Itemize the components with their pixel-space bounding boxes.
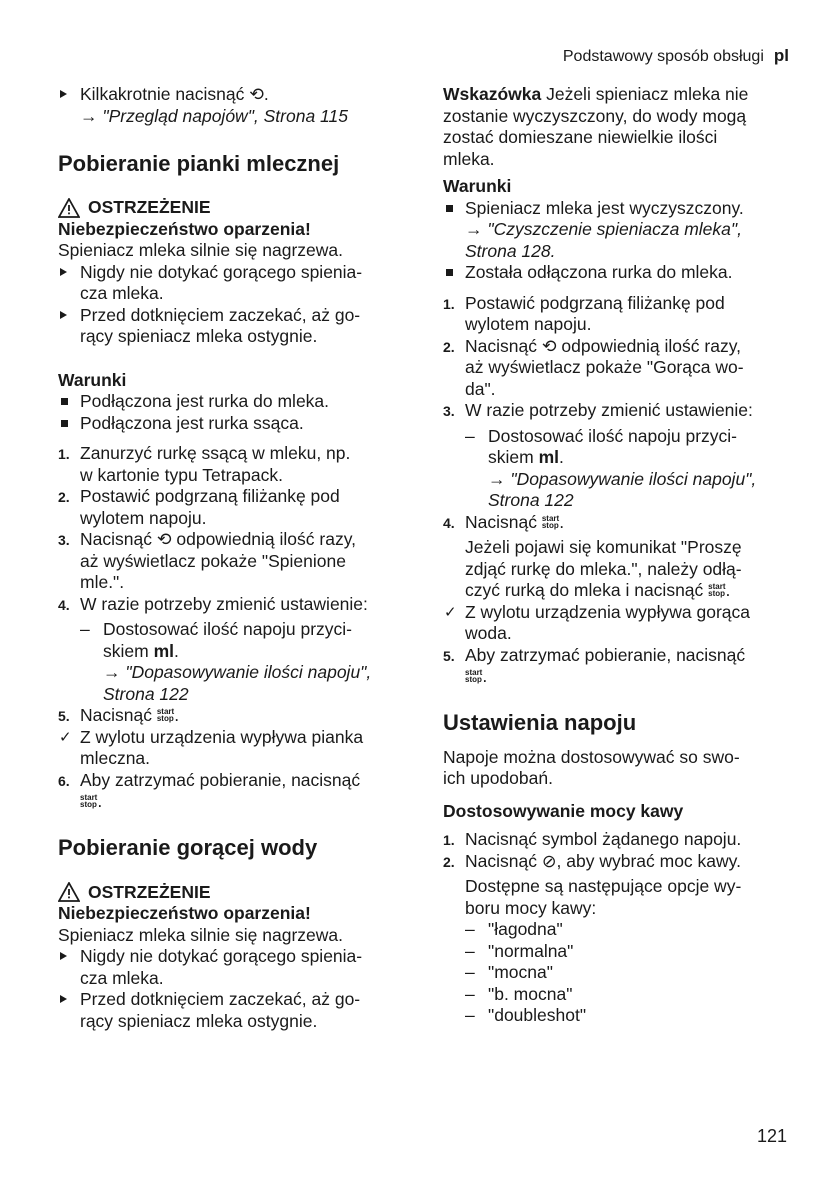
- warning-header: OSTRZEŻENIE: [58, 882, 398, 904]
- step-4: 4. Nacisnąć start stop.: [443, 511, 565, 532]
- ml-button-icon: ml: [153, 640, 174, 661]
- heading-milk-foam: Pobieranie pianki mlecznej: [58, 151, 340, 176]
- strength-options-intro: Dostępne są następujące opcje wy- boru mocy kawy:: [465, 876, 742, 918]
- strength-icon: ⊘: [541, 850, 557, 871]
- running-header: [563, 46, 789, 66]
- step-3: 3. Nacisnąć ⟲ odpowiednią ilość razy, aż wyświetlacz pokaże "Spienione mle.".: [58, 529, 357, 592]
- left-column: [58, 84, 398, 1032]
- page-number: 121: [756, 1126, 787, 1146]
- heading-hot-water: Pobieranie gorącej wody: [58, 834, 318, 860]
- settings-text: Napoje można dostosowywać so swo- ich upodobań.: [443, 746, 740, 788]
- strength-option: – "normalna": [465, 940, 574, 961]
- step-1: 1. Postawić podgrzaną filiżankę pod wylotem napoju.: [443, 292, 725, 334]
- warning-bullet: Nigdy nie dotykać gorącego spienia- cza mleka.: [58, 946, 398, 989]
- step-3-ref[interactable]: → "Dopasowywanie ilości napoju", Strona 122: [488, 468, 757, 510]
- step-2: 2. Nacisnąć ⟲ odpowiednią ilość razy, aż wyświetlacz pokaże "Gorąca wo- da".: [443, 335, 744, 399]
- step-6: 6. Aby zatrzymać pobieranie, nacisnąć start stop.: [58, 769, 361, 811]
- conditions-title: Warunki: [58, 369, 127, 390]
- start-stop-icon: start stop: [465, 668, 483, 684]
- warning-bullet: Przed dotknięciem zaczekać, aż go- rący spieniacz mleka ostygnie.: [58, 989, 398, 1032]
- strength-option: – "doubleshot": [465, 1005, 587, 1025]
- start-stop-icon: start stop: [80, 793, 98, 809]
- warning-bullet: Przed dotknięciem zaczekać, aż go- rący spieniacz mleka ostygnie.: [58, 305, 398, 348]
- header-section: Podstawowy sposób obsługi: [562, 48, 764, 65]
- step-3: 3. W razie potrzeby zmienić ustawienie:: [443, 400, 753, 420]
- step-4-sub: – Dostosować ilość napoju przyci- skiem ml. → "Dopasowywanie ilości napoju", Strona 122: [80, 619, 372, 704]
- conditions-title: Warunki: [443, 176, 512, 196]
- warning-icon: [58, 882, 80, 902]
- step-5: 5. Aby zatrzymać pobieranie, nacisnąć start stop.: [443, 644, 746, 686]
- warning-title: Niebezpieczeństwo oparzenia!: [58, 903, 311, 923]
- warning-text: Spieniacz mleka silnie się nagrzewa.: [58, 924, 343, 945]
- beverage-icon: ⟲: [541, 335, 557, 356]
- result: ✓ Z wylotu urządzenia wypływa gorąca woda.: [444, 601, 750, 643]
- right-column: [443, 84, 783, 1027]
- heading-beverage-settings: Ustawienia napoju: [443, 709, 637, 735]
- check-icon: ✓: [444, 603, 457, 621]
- warning-bullet: Nigdy nie dotykać gorącego spienia- cza mleka.: [58, 262, 398, 305]
- beverage-icon: ⟲: [249, 84, 264, 104]
- intro-step: Kilkakrotnie nacisnąć ⟲.: [58, 84, 398, 106]
- condition-item: Podłączona jest rurka do mleka.: [58, 391, 398, 413]
- start-stop-icon: start stop: [708, 582, 726, 598]
- step-1: 1. Nacisnąć symbol żądanego napoju.: [443, 829, 742, 849]
- warning-header: OSTRZEŻENIE: [58, 197, 398, 219]
- step-1: 1. Zanurzyć rurkę ssącą w mleku, np. w kartonie typu Tetrapack.: [58, 443, 351, 485]
- warning-title: Niebezpieczeństwo oparzenia!: [58, 218, 311, 239]
- cleaning-ref[interactable]: → "Czyszczenie spieniacza mleka", Strona 128.: [465, 219, 742, 261]
- start-stop-icon: start stop: [541, 513, 560, 530]
- start-stop-icon: start stop: [156, 707, 175, 723]
- check-icon: ✓: [59, 728, 72, 746]
- strength-option: – "mocna": [465, 962, 553, 982]
- ml-button-icon: ml: [538, 447, 559, 467]
- strength-option: – "łagodna": [465, 919, 563, 939]
- intro-ref[interactable]: → "Przegląd napojów", Strona 115: [80, 105, 348, 126]
- condition-item: Spieniacz mleka jest wyczyszczony. → "Czyszczenie spieniacza mleka", Strona 128.: [443, 198, 783, 263]
- step-5: 5. Nacisnąć start stop.: [58, 705, 180, 725]
- header-lang: pl: [773, 46, 789, 65]
- step-3-sub: – Dostosować ilość napoju przyci- skiem ml. → "Dopasowywanie ilości napoju", Strona 122: [465, 425, 757, 510]
- warning-icon: [58, 198, 80, 218]
- result: ✓ Z wylotu urządzenia wypływa pianka mleczna.: [59, 726, 364, 768]
- step-4-ref[interactable]: → "Dopasowywanie ilości napoju", Strona 122: [103, 662, 372, 704]
- strength-option: – "b. mocna": [465, 983, 573, 1004]
- step-2: 2. Postawić podgrzaną filiżankę pod wylotem napoju.: [58, 486, 340, 528]
- condition-item: Została odłączona rurka do mleka.: [443, 262, 783, 284]
- heading-coffee-strength: Dostosowywanie mocy kawy: [443, 800, 684, 821]
- tip: Wskazówka Jeżeli spieniacz mleka nie zostanie wyczyszczony, do wody mogą zostać domieszane niewielkie ilości mleka.: [443, 84, 749, 169]
- beverage-icon: ⟲: [156, 529, 172, 549]
- warning-text: Spieniacz mleka silnie się nagrzewa.: [58, 240, 343, 260]
- step-4: 4. W razie potrzeby zmienić ustawienie:: [58, 593, 368, 614]
- step-4-note: Jeżeli pojawi się komunikat "Proszę zdjąć rurkę do mleka.", należy odłą- czyć rurką do mleka i nacisnąć start stop.: [465, 537, 742, 600]
- condition-item: Podłączona jest rurka ssąca.: [58, 413, 398, 435]
- step-2: 2. Nacisnąć ⊘, aby wybrać moc kawy.: [443, 850, 741, 871]
